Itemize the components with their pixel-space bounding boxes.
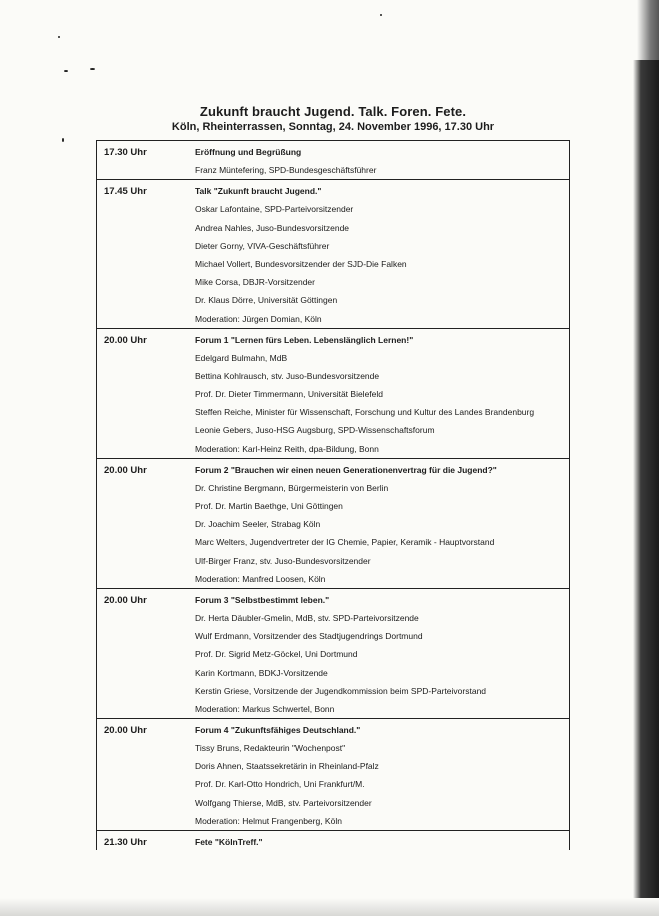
scan-shadow-top [637,0,659,60]
scan-speck [90,68,95,70]
time-slot: 17.30 Uhr [104,147,147,158]
participant-entry: Wulf Erdmann, Vorsitzender des Stadtjugendrings Dortmund [195,631,423,642]
schedule-block [97,459,569,589]
participant-entry: Mike Corsa, DBJR-Vorsitzender [195,277,315,288]
participant-entry: Michael Vollert, Bundesvorsitzender der SJD-Die Falken [195,258,407,269]
participant-entry: Moderation: Markus Schwertel, Bonn [195,703,335,714]
program-item-title: Forum 3 "Selbstbestimmt leben." [195,594,330,605]
entry-list [195,335,569,454]
schedule-block [97,719,569,831]
entry-list [195,147,569,175]
program-item-title: Forum 2 "Brauchen wir einen neuen Generationenvertrag für die Jugend?" [195,464,497,475]
participant-entry: Moderation: Helmut Frangenberg, Köln [195,815,342,826]
program-item-title: Fete "KölnTreff." [195,836,263,847]
participant-entry: Doris Ahnen, Staatssekretärin in Rheinland-Pfalz [195,761,379,772]
participant-entry: Leonie Gebers, Juso-HSG Augsburg, SPD-Wissenschaftsforum [195,425,435,436]
participant-entry: Dr. Herta Däubler-Gmelin, MdB, stv. SPD-Parteivorsitzende [195,612,419,623]
time-slot: 20.00 Uhr [104,334,147,346]
entry-list [195,725,569,826]
participant-entry: Oskar Lafontaine, SPD-Parteivorsitzender [195,204,354,215]
participant-entry: Dieter Gorny, VIVA-Geschäftsführer [195,240,330,251]
time-slot: 21.30 Uhr [104,836,147,848]
participant-entry: Andrea Nahles, Juso-Bundesvorsitzende [195,222,350,233]
participant-entry: Prof. Dr. Martin Baethge, Uni Göttingen [195,501,343,511]
participant-entry: Dr. Klaus Dörre, Universität Göttingen [195,295,338,306]
participant-entry: Karin Kortmann, BDKJ-Vorsitzende [195,667,328,678]
participant-entry: Moderation: Manfred Loosen, Köln [195,573,326,584]
participant-entry: Franz Müntefering, SPD-Bundesgeschäftsführer [195,165,377,176]
scan-shadow-right-edge [633,60,659,916]
participant-entry: Moderation: Jürgen Domian, Köln [195,313,322,324]
participant-entry: Ulf-Birger Franz, stv. Juso-Bundesvorsitzender [195,555,371,566]
scan-shadow-bottom [0,898,659,916]
program-item-title: Eröffnung und Begrüßung [195,147,302,157]
participant-entry: Prof. Dr. Karl-Otto Hondrich, Uni Frankfurt/M. [195,779,365,790]
program-item-title: Forum 4 "Zukunftsfähiges Deutschland." [195,724,361,735]
time-slot: 20.00 Uhr [104,724,147,736]
time-slot: 20.00 Uhr [104,464,147,476]
scan-speck [64,70,68,72]
document-title: Zukunft braucht Jugend. Talk. Foren. Fete. [199,104,467,119]
participant-entry: Steffen Reiche, Minister für Wissenschaft, Forschung und Kultur des Landes Brandenburg [195,407,535,418]
participant-entry: Wolfgang Thierse, MdB, stv. Parteivorsitzender [195,797,372,808]
entry-list [195,595,569,714]
participant-entry: Dr. Christine Bergmann, Bürgermeisterin von Berlin [195,482,389,493]
schedule-block [97,180,569,328]
scan-speck [380,14,382,16]
participant-entry: Bettina Kohlrausch, stv. Juso-Bundesvorsitzende [195,370,380,381]
entry-list [195,837,569,847]
scan-speck [62,138,64,142]
event-details: Köln, Rheinterrassen, Sonntag, 24. November 1996, 17.30 Uhr [171,121,495,133]
schedule-table [96,140,570,850]
time-slot: 20.00 Uhr [104,594,147,606]
program-item-title: Forum 1 "Lernen fürs Leben. Lebenslänglich Lernen!" [195,334,414,345]
entry-list [195,465,569,584]
participant-entry: Edelgard Bulmahn, MdB [195,352,288,363]
document-header [96,104,570,133]
participant-entry: Tissy Bruns, Redakteurin "Wochenpost" [195,743,346,754]
schedule-block [97,141,569,180]
program-item-title: Talk "Zukunft braucht Jugend." [195,186,322,197]
time-slot: 17.45 Uhr [104,186,147,198]
participant-entry: Dr. Joachim Seeler, Strabag Köln [195,519,321,530]
participant-entry: Prof. Dr. Dieter Timmermann, Universität Bielefeld [195,389,384,400]
participant-entry: Prof. Dr. Sigrid Metz-Göckel, Uni Dortmund [195,649,358,660]
participant-entry: Marc Welters, Jugendvertreter der IG Chemie, Papier, Keramik - Hauptvorstand [195,537,495,548]
entry-list [195,186,569,323]
scan-speck [58,36,60,38]
schedule-block [97,589,569,719]
schedule-block [97,329,569,459]
participant-entry: Kerstin Griese, Vorsitzende der Jugendkommission beim SPD-Parteivorstand [195,685,487,696]
schedule-block [97,831,569,851]
participant-entry: Moderation: Karl-Heinz Reith, dpa-Bildung, Bonn [195,443,379,454]
